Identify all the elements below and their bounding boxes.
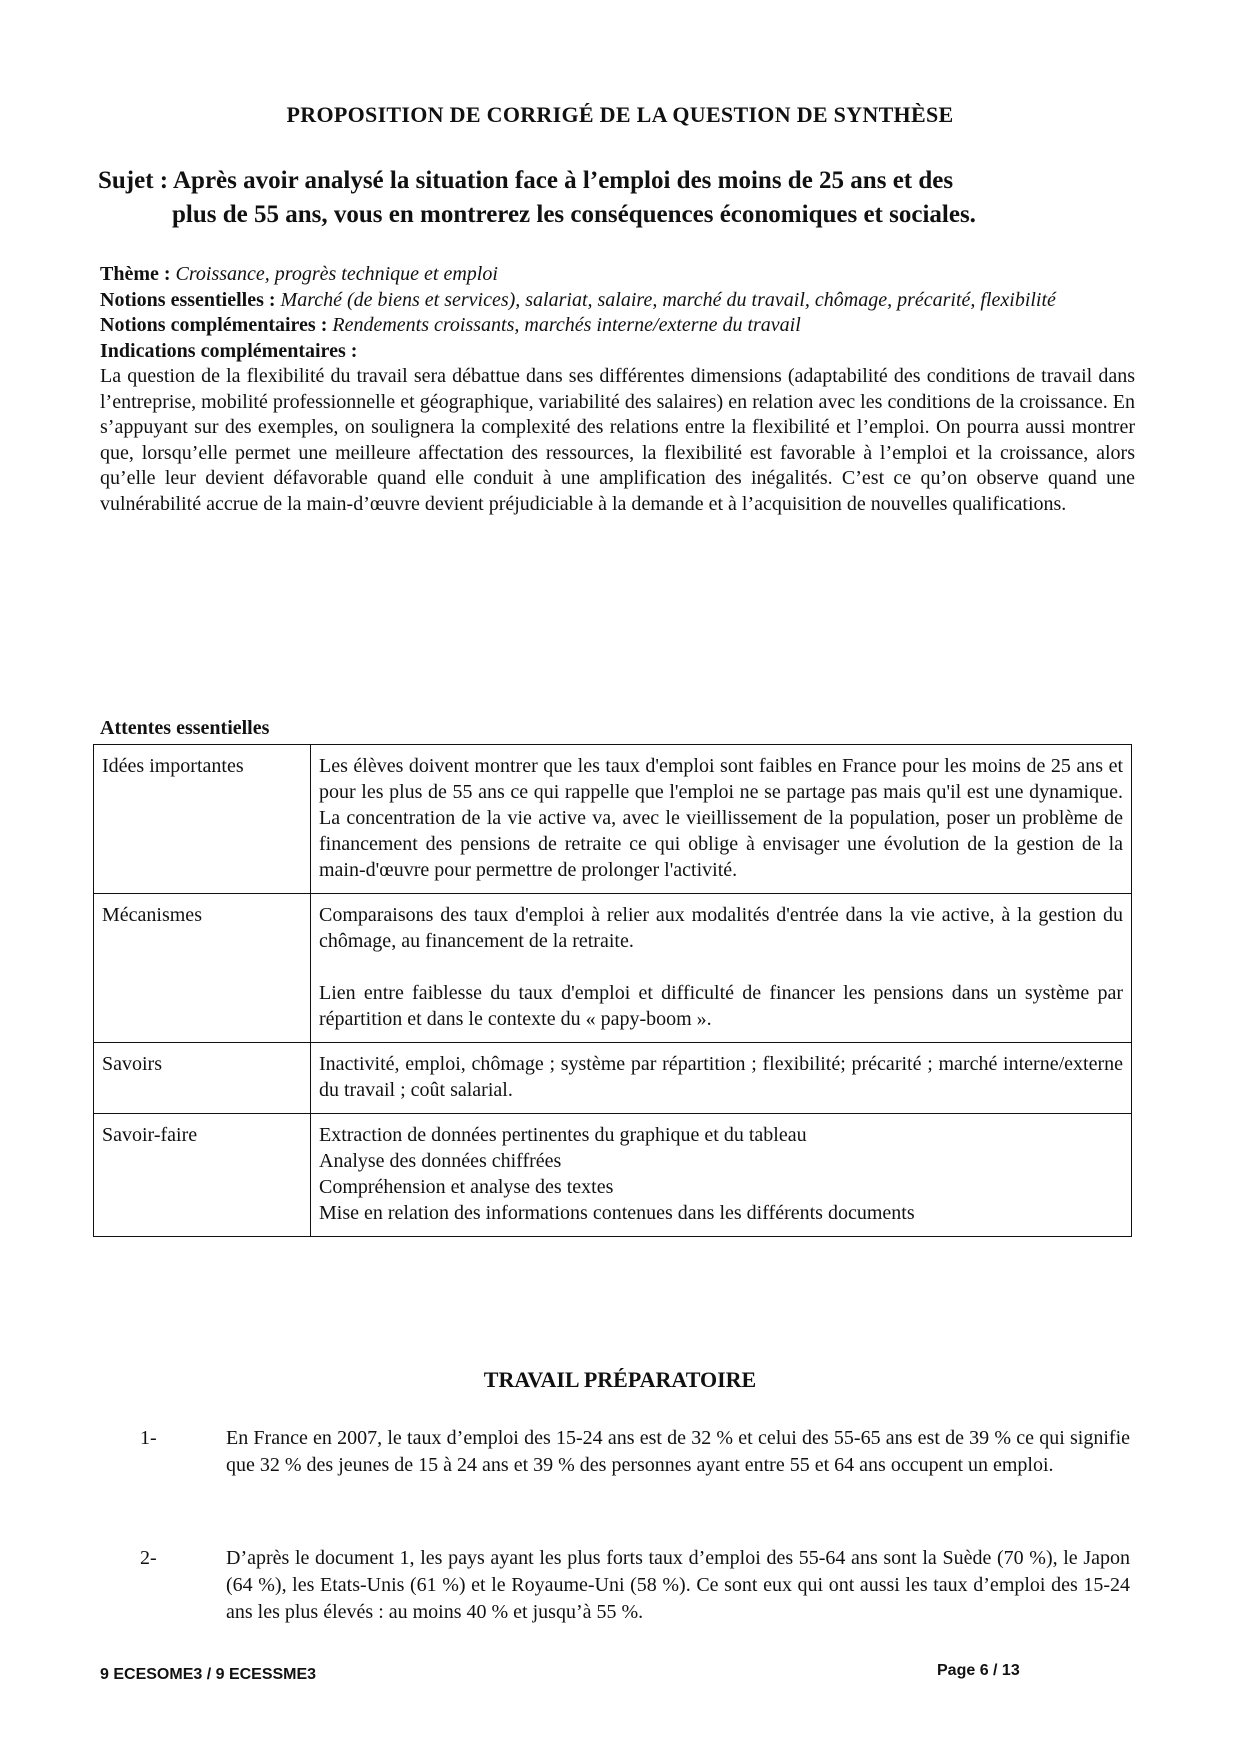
attentes-table-body	[94, 745, 1132, 1237]
attentes-line: Mise en relation des informations contenues dans les différents documents	[319, 1202, 915, 1224]
attentes-paragraph: Inactivité, emploi, chômage ; système par répartition ; flexibilité; précarité ; marché interne/externe du travail ; coût salarial.	[319, 1053, 1123, 1101]
attentes-line: Compréhension et analyse des textes	[319, 1176, 614, 1198]
theme-value: Croissance, progrès technique et emploi	[175, 263, 498, 285]
footer-code: 9 ECESOME3 / 9 ECESSME3	[100, 1666, 317, 1683]
indications-text: La question de la flexibilité du travail sera débattue dans ses différentes dimensions (adaptabilité des conditions de travail dans l’entreprise, mobilité professionnelle et géographique, variabilité des salaires) en relation avec les conditions de la croissance. En s’appuyant sur des exemples, on soulignera la complexité des relations entre la flexibilité et l’emploi. On pourra aussi montrer que, lorsqu’elle permet une meilleure affectation des ressources, la flexibilité est favorable à l’emploi et la croissance, alors qu’elle leur devient défavorable quand elle conduit à une amplification des inégalités. C’est ce qu’on observe quand une vulnérabilité accrue de la main-d’œuvre devient préjudiciable à la demande et à l’acquisition de nouvelles qualifications.	[100, 365, 1135, 515]
attentes-row	[94, 1114, 1132, 1237]
attentes-row-value	[311, 894, 1132, 1043]
notions-complementaires-line	[100, 313, 1135, 339]
attentes-paragraph: Comparaisons des taux d'emploi à relier aux modalités d'entrée dans la vie active, à la gestion du chômage, au financement de la retraite.	[319, 904, 1123, 952]
attentes-row-value	[311, 1114, 1132, 1237]
attentes-line: Extraction de données pertinentes du graphique et du tableau	[319, 1124, 807, 1146]
attentes-line: Analyse des données chiffrées	[319, 1150, 562, 1172]
subject-block	[98, 164, 1133, 232]
attentes-row	[94, 894, 1132, 1043]
question-number: 2-	[140, 1547, 157, 1569]
subject-line-2: plus de 55 ans, vous en montrerez les conséquences économiques et sociales.	[172, 201, 976, 228]
attentes-row-value	[311, 1043, 1132, 1114]
question-text: D’après le document 1, les pays ayant les plus forts taux d’emploi des 55-64 ans sont la Suède (70 %), le Japon (64 %), les Etats-Unis (61 %) et le Royaume-Uni (58 %). Ce sont eux qui ont aussi les taux d’emploi des 15-24 ans les plus élevés : au moins 40 % et jusqu’à 55 %.	[226, 1547, 1130, 1623]
attentes-title: Attentes essentielles	[100, 717, 270, 739]
attentes-row-key: Savoir-faire	[94, 1114, 311, 1237]
travail-title: TRAVAIL PRÉPARATOIRE	[483, 1367, 757, 1392]
page-title: PROPOSITION DE CORRIGÉ DE LA QUESTION DE SYNTHÈSE	[286, 102, 954, 127]
attentes-paragraph: Les élèves doivent montrer que les taux d'emploi sont faibles en France pour les moins de 25 ans et pour les plus de 55 ans ce qui rappelle que l'emploi ne se partage pas mais qu'il est une dynamique. La concentration de la vie active va, avec le vieillissement de la population, poser un problème de financement des pensions de retraite ce qui oblige à envisager une évolution de la gestion de la main-d'œuvre pour permettre de prolonger l'activité.	[319, 755, 1123, 881]
question-item	[140, 1425, 1130, 1479]
subject-line-1: Sujet : Après avoir analysé la situation face à l’emploi des moins de 25 ans et des	[98, 167, 954, 194]
attentes-table	[93, 744, 1132, 1237]
notions-essentielles-label: Notions essentielles :	[100, 288, 276, 311]
theme-label: Thème :	[100, 263, 171, 285]
notions-complementaires-value: Rendements croissants, marchés interne/externe du travail	[332, 314, 801, 336]
notions-essentielles-line	[100, 288, 1135, 314]
notions-complementaires-label: Notions complémentaires :	[100, 314, 328, 336]
question-text: En France en 2007, le taux d’emploi des 15-24 ans est de 32 % et celui des 55-65 ans est de 39 % ce qui signifie que 32 % des jeunes de 15 à 24 ans et 39 % des personnes ayant entre 55 et 64 ans occupent un emploi.	[226, 1427, 1130, 1476]
attentes-row	[94, 1043, 1132, 1114]
attentes-paragraph: Lien entre faiblesse du taux d'emploi et difficulté de financer les pensions dans un système par répartition et dans le contexte du « papy-boom ».	[319, 982, 1123, 1030]
indications-label: Indications complémentaires :	[100, 339, 358, 362]
notions-essentielles-value: Marché (de biens et services), salariat, salaire, marché du travail, chômage, précarité, flexibilité	[280, 288, 1056, 311]
footer-page-number: Page 6 / 13	[937, 1662, 1020, 1679]
theme-line	[100, 262, 1135, 288]
indications-label-line	[100, 339, 1135, 365]
question-item	[140, 1545, 1130, 1626]
attentes-row-key: Mécanismes	[94, 894, 311, 1043]
attentes-row-value	[311, 745, 1132, 894]
meta-block	[100, 262, 1135, 517]
question-number: 1-	[140, 1427, 157, 1449]
attentes-row-key: Savoirs	[94, 1043, 311, 1114]
attentes-row-key: Idées importantes	[94, 745, 311, 894]
attentes-row	[94, 745, 1132, 894]
